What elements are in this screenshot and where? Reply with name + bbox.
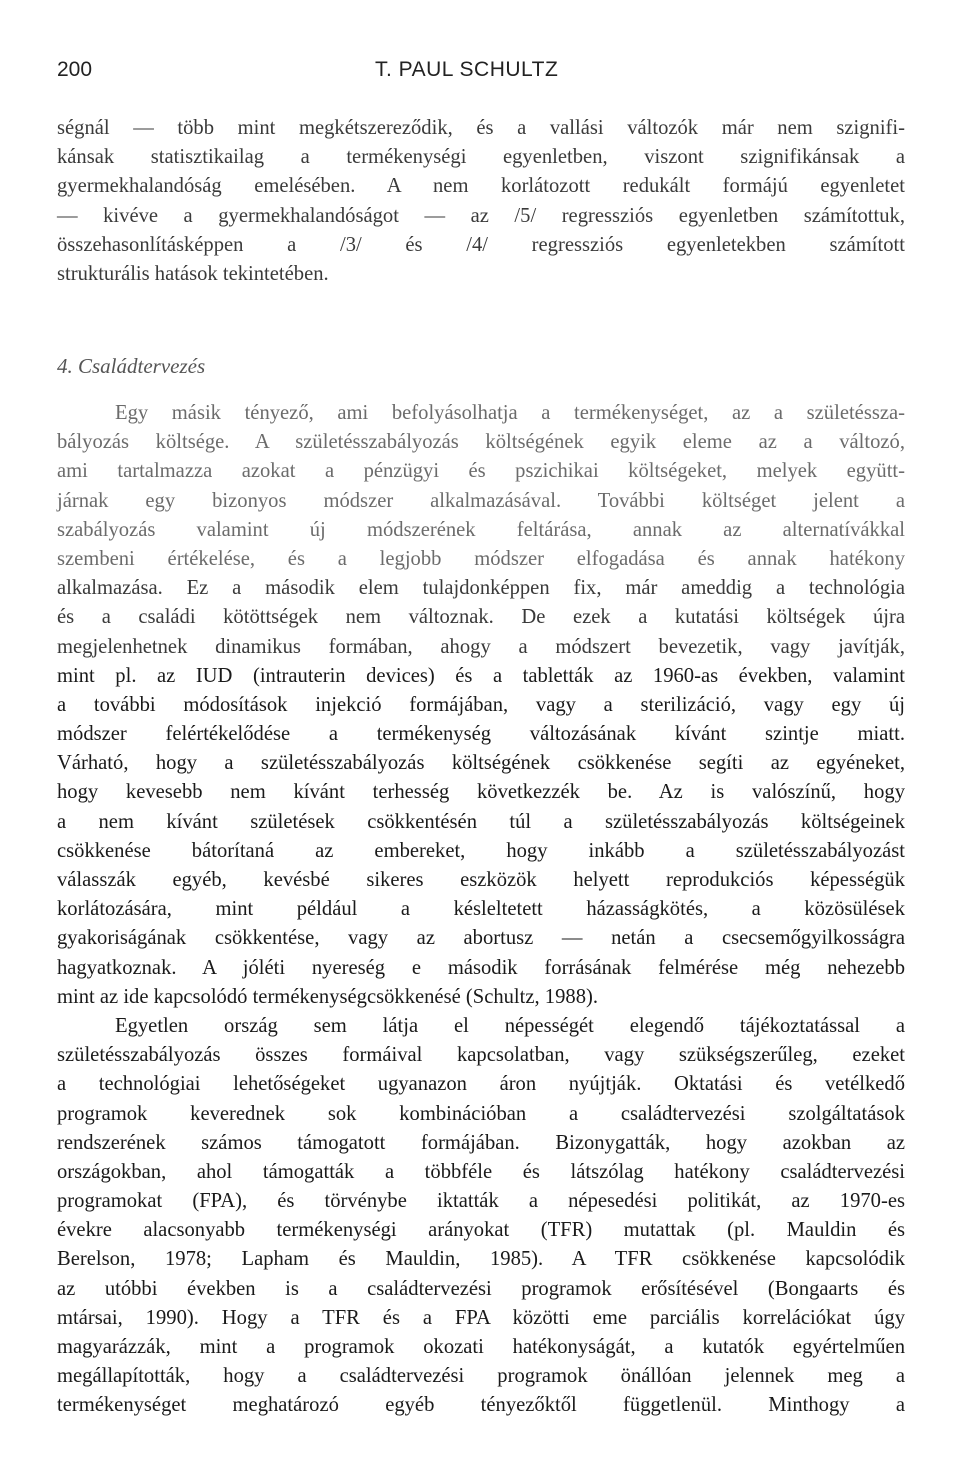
- text-line: strukturális hatások tekintetében.: [57, 262, 329, 285]
- text-line: járnak egy bizonyos módszer alkalmazásával. További költséget jelent a: [57, 489, 905, 512]
- text-line: hagyatkoznak. A jóléti nyereség e második forrásának felmérése még nehezebb: [57, 956, 905, 979]
- text-line: alkalmazása. Ez a második elem tulajdonképpen fix, már ameddig a technológia: [57, 577, 905, 600]
- text-line: Egyetlen ország sem látja el népességét elegendő tájékoztatással a: [115, 1014, 905, 1037]
- text-line: mint pl. az IUD (intrauterin devices) és a tabletták az 1960-as években, valamint: [57, 664, 905, 687]
- text-line: Egy másik tényező, ami befolyásolhatja a termékenységet, az a születéssza-: [115, 402, 905, 424]
- text-line: megállapították, hogy a családtervezési programok önállóan jelennek meg a: [57, 1365, 905, 1388]
- text-line: módszer felértékelődése a termékenység változásának kívánt szintje miatt.: [57, 723, 905, 746]
- text-line: korlátozására, mint például a késleltetett házasságkötés, a közösülések: [57, 898, 905, 921]
- text-line: szembeni értékelése, és a legjobb módszer elfogadása és annak hatékony: [57, 547, 905, 570]
- text-line: a nem kívánt születések csökkentésén túl a születésszabályozás költségeinek: [57, 810, 905, 833]
- text-line: megjelenhetnek dinamikus formában, ahogy a módszert bevezetik, vagy javítják,: [57, 635, 905, 658]
- text-line: mint az ide kapcsolódó termékenységcsökkenésé (Schultz, 1988).: [57, 985, 598, 1008]
- text-line: csökkenése bátorítaná az embereket, hogy inkább a születésszabályozást: [57, 839, 905, 862]
- text-line: magyarázzák, mint a programok okozati hatékonyságát, a kutatók egyértelműen: [57, 1336, 905, 1358]
- text-line: gyakoriságának csökkentése, vagy az abortusz — netán a csecsemőgyilkosságra: [57, 927, 905, 950]
- text-line: rendszerének számos támogatott formájában. Bizonygatták, hogy azokban az: [57, 1131, 905, 1154]
- text-line: hogy kevesebb nem kívánt terhesség következzék be. Az is valószínű, hogy: [57, 781, 905, 804]
- text-line: Várható, hogy a születésszabályozás költségének csökkenése segíti az egyéneket,: [57, 752, 905, 775]
- text-line: országokban, ahol támogatták a többféle és látszólag hatékony családtervezési: [57, 1160, 905, 1183]
- text-line: programok keverednek sok kombinációban a családtervezési szolgáltatások: [57, 1102, 905, 1125]
- running-head: T. PAUL SCHULTZ: [375, 58, 559, 81]
- text-line: születésszabályozás összes formáival kapcsolatban, vagy szükségszerűleg, ezeket: [57, 1044, 905, 1067]
- text-line: évekre alacsonyabb termékenységi arányokat (TFR) mutattak (pl. Mauldin és: [57, 1219, 905, 1242]
- text-line: — kivéve a gyermekhalandóságot — az /5/ regressziós egyenletben számítottuk,: [57, 204, 905, 227]
- text-line: az utóbbi években is a családtervezési programok erősítésével (Bongaarts és: [57, 1277, 905, 1300]
- text-line: és a családi kötöttségek nem változnak. De ezek a kutatási költségek újra: [57, 606, 905, 629]
- page-number: 200: [57, 58, 93, 81]
- text-line: gyermekhalandóság emelésében. A nem korlátozott redukált formájú egyenletet: [57, 175, 905, 198]
- section-heading: 4. Családtervezés: [57, 354, 206, 378]
- text-line: a technológiai lehetőségeket ugyanazon áron nyújtják. Oktatási és vetélkedő: [57, 1073, 905, 1096]
- paragraph-2: [57, 399, 905, 1421]
- text-line: ami tartalmazza azokat a pénzügyi és pszichikai költségeket, melyek együtt-: [57, 460, 905, 483]
- page-header: [57, 58, 903, 88]
- text-line: mtársai, 1990). Hogy a TFR és a FPA közötti eme parciális korrelációkat úgy: [57, 1306, 905, 1329]
- text-line: termékenységet meghatározó egyéb tényezőktől függetlenül. Minthogy a: [57, 1394, 905, 1417]
- text-line: bályozás költsége. A születésszabályozás költségének egyik eleme az a változó,: [57, 431, 905, 454]
- text-line: ségnál — több mint megkétszereződik, és a vallási változók már nem szignifi-: [57, 117, 905, 139]
- text-line: összehasonlításképpen a /3/ és /4/ regressziós egyenletekben számított: [57, 233, 905, 256]
- text-line: kánsak statisztikailag a termékenységi egyenletben, viszont szignifikánsak a: [57, 146, 905, 169]
- paragraph-1: [57, 114, 905, 289]
- text-line: Berelson, 1978; Lapham és Mauldin, 1985). A TFR csökkenése kapcsolódik: [57, 1248, 905, 1271]
- text-line: szabályozás valamint új módszerének feltárása, annak az alternatívákkal: [57, 518, 905, 541]
- text-line: a további módosítások injekció formájában, vagy a sterilizáció, vagy egy új: [57, 693, 905, 716]
- text-line: programokat (FPA), és törvénybe iktatták a népesedési politikát, az 1970-es: [57, 1190, 905, 1213]
- text-line: válasszák egyéb, kevésbé sikeres eszközök helyett reprodukciós képességük: [57, 869, 905, 891]
